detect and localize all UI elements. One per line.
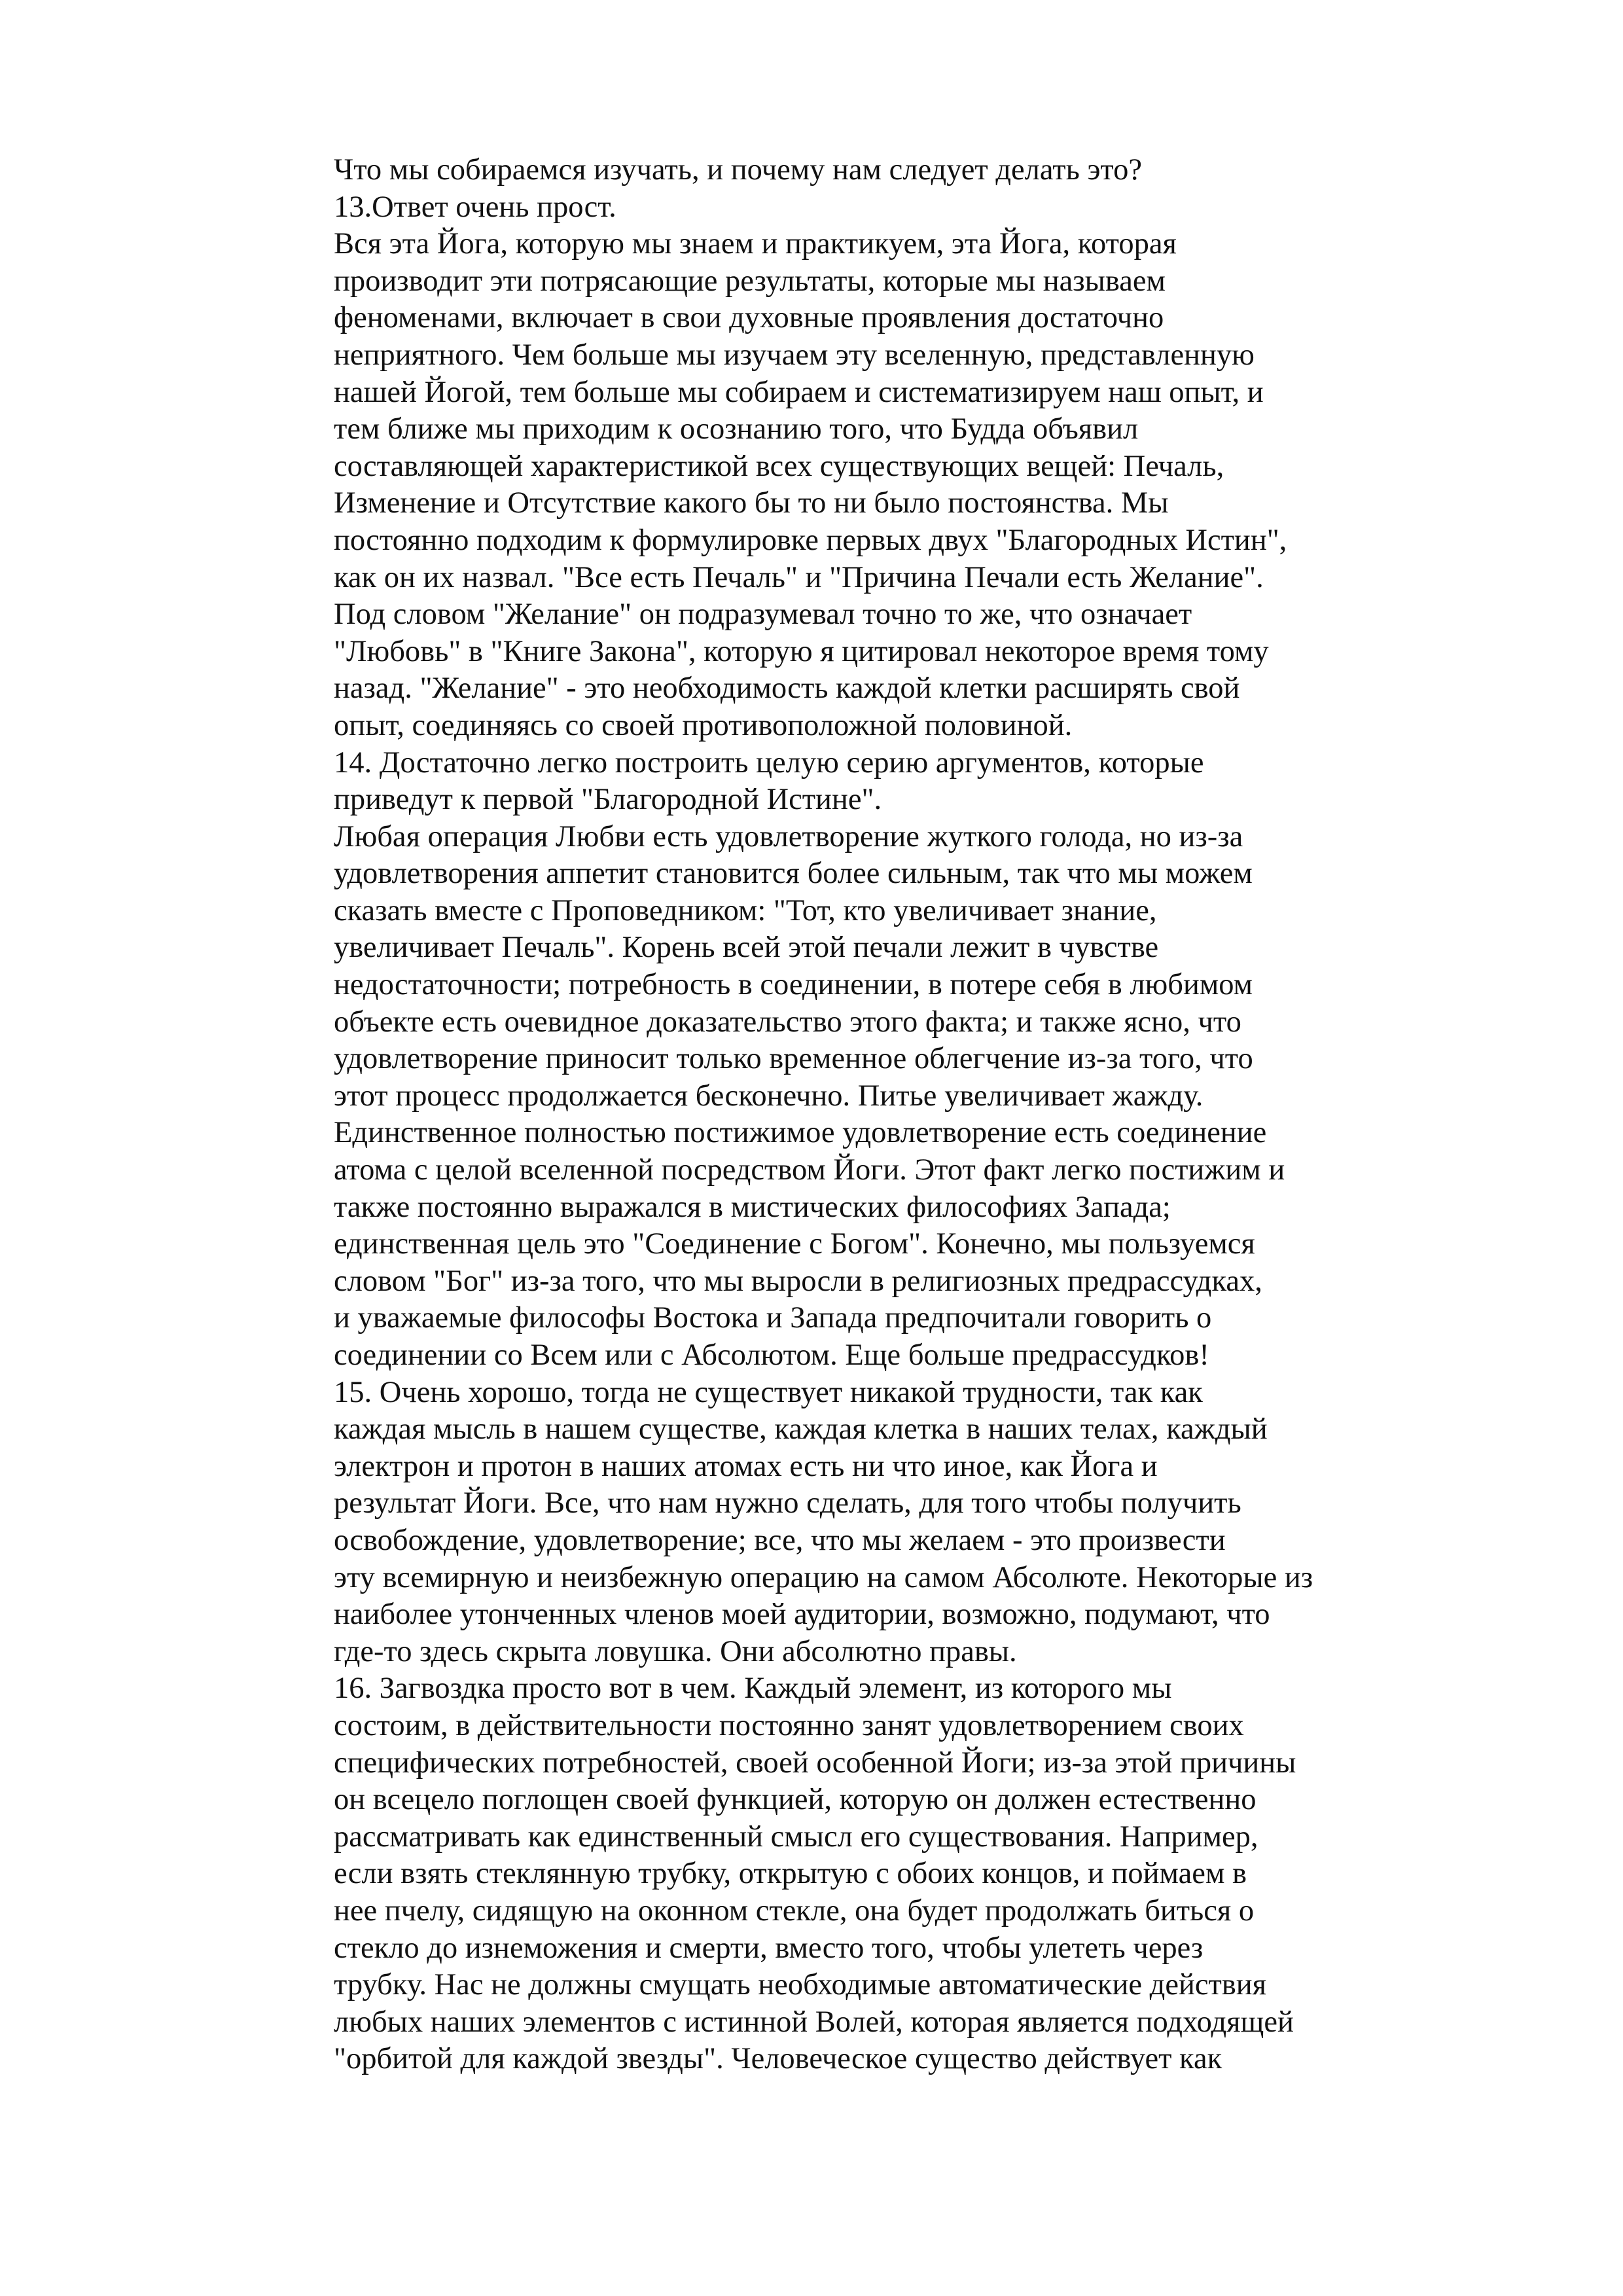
text-line: приведут к первой "Благородной Истине". [334, 783, 882, 817]
text-line: нее пчелу, сидящую на оконном стекле, она будет продолжать биться о [334, 1893, 1255, 1928]
text-line: рассматривать как единственный смысл его существования. Например, [334, 1820, 1258, 1854]
text-line: каждая мысль в нашем существе, каждая клетка в наших телах, каждый [334, 1412, 1268, 1446]
text-line: 14. Достаточно легко построить целую серию аргументов, которые [334, 745, 1204, 780]
text-line: результат Йоги. Все, что нам нужно сделать, для того чтобы получить [334, 1486, 1241, 1520]
text-line: назад. "Желание" - это необходимость каждой клетки расширять свой [334, 672, 1240, 706]
text-line: этот процесс продолжается бесконечно. Питье увеличивает жажду. [334, 1079, 1204, 1113]
text-line: 15. Очень хорошо, тогда не существует никакой трудности, так как [334, 1375, 1203, 1409]
text-line: постоянно подходим к формулировке первых двух "Благородных Истин", [334, 523, 1287, 557]
text-line: Единственное полностью постижимое удовлетворение есть соединение [334, 1116, 1267, 1150]
body-text [334, 152, 1446, 2078]
text-line: любых наших элементов с истинной Волей, которая является подходящей [334, 2005, 1294, 2039]
text-line: Под словом "Желание" он подразумевал точно то же, что означает [334, 598, 1192, 632]
text-line: как он их назвал. "Все есть Печаль" и "Причина Печали есть Желание". [334, 560, 1264, 594]
text-line: "орбитой для каждой звезды". Человеческое существо действует как [334, 2042, 1222, 2076]
text-line: опыт, соединяясь со своей противоположной половиной. [334, 708, 1073, 742]
text-line: увеличивает Печаль". Корень всей этой печали лежит в чувстве [334, 931, 1159, 965]
text-line: и уважаемые философы Востока и Запада предпочитали говорить о [334, 1301, 1212, 1335]
text-line: наиболее утонченных членов моей аудитории, возможно, подумают, что [334, 1598, 1270, 1632]
text-line: объекте есть очевидное доказательство этого факта; и также ясно, что [334, 1005, 1241, 1039]
text-line: "Любовь" в "Книге Закона", которую я цитировал некоторое время тому [334, 634, 1269, 668]
text-line: удовлетворения аппетит становится более сильным, так что мы можем [334, 857, 1253, 891]
text-line: специфических потребностей, своей особенной Йоги; из-за этой причины [334, 1746, 1296, 1780]
text-line: состоим, в действительности постоянно занят удовлетворением своих [334, 1708, 1244, 1742]
text-line: трубку. Нас не должны смущать необходимые автоматические действия [334, 1968, 1267, 2002]
text-line: недостаточности; потребность в соединении, в потере себя в любимом [334, 968, 1253, 1002]
text-line: атома с целой вселенной посредством Йоги. Этот факт легко постижим и [334, 1153, 1285, 1187]
text-line: где-то здесь скрыта ловушка. Они абсолютно правы. [334, 1634, 1017, 1668]
text-line: удовлетворение приносит только временное облегчение из-за того, что [334, 1042, 1253, 1076]
text-line: сказать вместе с Проповедником: "Тот, кто увеличивает знание, [334, 893, 1157, 927]
text-line: Любая операция Любви есть удовлетворение жуткого голода, но из-за [334, 819, 1243, 853]
text-line: тем ближе мы приходим к осознанию того, что Будда объявил [334, 412, 1139, 446]
text-line: также постоянно выражался в мистических философиях Запада; [334, 1190, 1171, 1224]
text-line: словом "Бог" из-за того, что мы выросли в религиозных предрассудках, [334, 1264, 1262, 1298]
text-line: он всецело поглощен своей функцией, которую он должен естественно [334, 1783, 1257, 1817]
text-line: освобождение, удовлетворение; все, что мы желаем - это произвести [334, 1523, 1226, 1557]
text-line: неприятного. Чем больше мы изучаем эту вселенную, представленную [334, 338, 1255, 372]
text-line: эту всемирную и неизбежную операцию на самом Абсолюте. Некоторые из [334, 1560, 1313, 1594]
text-line: 13.Ответ очень прост. [334, 190, 616, 224]
text-line: составляющей характеристикой всех существующих вещей: Печаль, [334, 449, 1224, 483]
text-line: электрон и протон в наших атомах есть ни что иное, как Йога и [334, 1449, 1158, 1483]
text-line: Что мы собираемся изучать, и почему нам следует делать это? [334, 153, 1142, 187]
text-line: производит эти потрясающие результаты, которые мы называем [334, 264, 1166, 298]
text-line: Вся эта Йога, которую мы знаем и практикуем, эта Йога, которая [334, 227, 1177, 261]
text-line: феноменами, включает в свои духовные проявления достаточно [334, 301, 1164, 335]
text-line: 16. Загвоздка просто вот в чем. Каждый элемент, из которого мы [334, 1672, 1172, 1706]
text-line: единственная цель это "Соединение с Богом". Конечно, мы пользуемся [334, 1227, 1255, 1261]
text-line: соединении со Всем или с Абсолютом. Еще больше предрассудков! [334, 1338, 1209, 1372]
text-line: если взять стеклянную трубку, открытую с обоих концов, и поймаем в [334, 1857, 1247, 1891]
text-line: нашей Йогой, тем больше мы собираем и систематизируем наш опыт, и [334, 375, 1264, 409]
text-line: стекло до изнеможения и смерти, вместо того, чтобы улететь через [334, 1931, 1204, 1965]
text-line: Изменение и Отсутствие какого бы то ни было постоянства. Мы [334, 486, 1169, 520]
